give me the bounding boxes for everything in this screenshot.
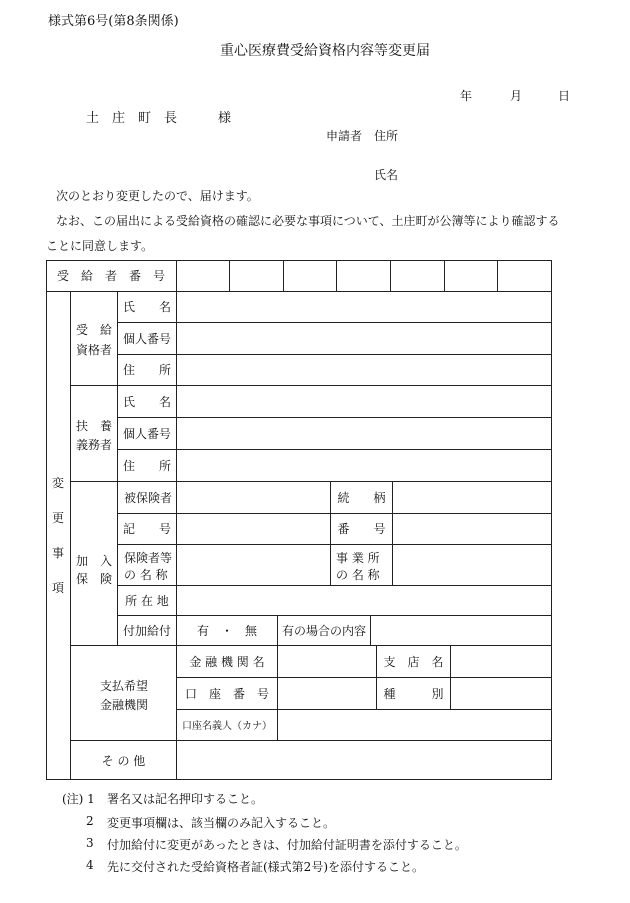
qualified-name-label: 氏 名 bbox=[122, 300, 171, 314]
recipient-number-digit[interactable] bbox=[177, 261, 228, 290]
symbol-label: 記 号 bbox=[122, 522, 171, 536]
note-marker: 4 bbox=[86, 858, 94, 872]
form-number: 様式第6号(第8条関係) bbox=[48, 14, 179, 29]
institution-name-field[interactable] bbox=[278, 646, 375, 676]
recipient-number-digit[interactable] bbox=[284, 261, 335, 290]
insurance-label-2: 保 険 bbox=[75, 572, 112, 586]
location-field[interactable] bbox=[177, 586, 551, 614]
office-name-field[interactable] bbox=[393, 545, 551, 584]
recipient-number-digit[interactable] bbox=[230, 261, 282, 290]
insurance-label-1: 加 入 bbox=[75, 554, 112, 568]
body-line-3: ことに同意します。 bbox=[46, 239, 154, 253]
note-text: 署名又は記名押印すること。 bbox=[107, 792, 264, 806]
note-text: 付加給付に変更があったときは、付加給付証明書を添付すること。 bbox=[107, 838, 467, 852]
institution-name-label: 金 融 機 関 名 bbox=[189, 654, 265, 669]
addressee: 土 庄 町 長 bbox=[86, 111, 178, 126]
insurer-name-label-2: の 名 称 bbox=[124, 568, 168, 582]
note-marker: 2 bbox=[86, 814, 94, 828]
supporter-name-label: 氏 名 bbox=[122, 394, 171, 409]
date-year-label: 年 bbox=[460, 89, 473, 103]
yes-no-option[interactable]: 有 ・ 無 bbox=[196, 623, 257, 638]
qualified-personal-number-label: 個人番号 bbox=[122, 331, 171, 346]
note-text: 先に交付された受給資格者証(様式第2号)を添付すること。 bbox=[107, 860, 425, 874]
account-number-field[interactable] bbox=[278, 678, 375, 708]
additional-benefit-label: 付加給付 bbox=[122, 623, 171, 638]
supporter-personal-number-label: 個人番号 bbox=[122, 426, 171, 441]
account-holder-field[interactable] bbox=[278, 710, 551, 739]
qualified-personal-number-field[interactable] bbox=[177, 323, 551, 353]
note-marker: (注) 1 bbox=[62, 792, 95, 806]
supporter-name-field[interactable] bbox=[177, 386, 551, 416]
supporter-label-1: 扶 養 bbox=[75, 419, 112, 433]
office-name-label-2: の 名 称 bbox=[336, 568, 380, 582]
account-type-label: 種 別 bbox=[383, 686, 444, 701]
qualified-address-label: 住 所 bbox=[122, 363, 171, 377]
addressee-honorific: 様 bbox=[218, 111, 232, 126]
qualified-address-field[interactable] bbox=[177, 355, 551, 384]
applicant-name-label: 氏名 bbox=[374, 168, 399, 182]
applicant-address-label: 申請者 住所 bbox=[326, 129, 399, 143]
if-yes-content-label: 有の場合の内容 bbox=[281, 623, 366, 638]
if-yes-content-field[interactable] bbox=[371, 616, 551, 644]
location-label: 所 在 地 bbox=[125, 593, 169, 608]
relationship-label: 続 柄 bbox=[337, 490, 386, 505]
recipient-number-digit[interactable] bbox=[498, 261, 551, 290]
recipient-number-digit[interactable] bbox=[445, 261, 496, 290]
number-label: 番 号 bbox=[337, 522, 386, 536]
branch-name-label: 支 店 名 bbox=[383, 654, 444, 669]
account-type-field[interactable] bbox=[451, 678, 551, 708]
account-number-label: 口 座 番 号 bbox=[184, 686, 269, 701]
body-line-1: 次のとおり変更したので、届けます。 bbox=[56, 189, 259, 203]
qualified-name-field[interactable] bbox=[177, 292, 551, 321]
branch-name-field[interactable] bbox=[451, 646, 551, 676]
insured-person-field[interactable] bbox=[177, 482, 329, 512]
recipient-number-digit[interactable] bbox=[391, 261, 443, 290]
bank-label-1: 支払希望 bbox=[99, 679, 148, 693]
recipient-number-label: 受 給 者 番 号 bbox=[56, 269, 165, 283]
supporter-label-2: 義務者 bbox=[75, 438, 112, 452]
change-items-char: 変 bbox=[51, 475, 64, 490]
note-marker: 3 bbox=[86, 836, 94, 850]
account-holder-label: 口座名義人（カナ） bbox=[182, 721, 272, 732]
supporter-personal-number-field[interactable] bbox=[177, 418, 551, 448]
supporter-address-label: 住 所 bbox=[122, 458, 171, 473]
other-field[interactable] bbox=[177, 741, 551, 779]
change-items-char: 事 bbox=[51, 545, 64, 560]
number-field[interactable] bbox=[393, 514, 551, 543]
change-items-char: 項 bbox=[51, 580, 64, 595]
office-name-label-1: 事 業 所 bbox=[336, 551, 380, 565]
note-text: 変更事項欄は、該当欄のみ記入すること。 bbox=[107, 816, 336, 830]
insurer-name-field[interactable] bbox=[177, 545, 329, 584]
change-items-char: 更 bbox=[51, 510, 64, 525]
body-line-2: なお、この届出による受給資格の確認に必要な事項について、土庄町が公簿等により確認する bbox=[56, 214, 560, 228]
qualified-person-label-1: 受 給 bbox=[75, 323, 112, 337]
other-label: そ の 他 bbox=[101, 753, 146, 768]
insurer-name-label-1: 保険者等 bbox=[124, 551, 173, 565]
supporter-address-field[interactable] bbox=[177, 450, 551, 480]
bank-label-2: 金融機関 bbox=[99, 698, 148, 712]
recipient-number-digit[interactable] bbox=[337, 261, 389, 290]
qualified-person-label-2: 資格者 bbox=[75, 343, 112, 357]
page-title: 重心医療費受給資格内容等変更届 bbox=[220, 43, 430, 59]
insured-person-label: 被保険者 bbox=[124, 490, 173, 505]
symbol-field[interactable] bbox=[177, 514, 329, 543]
relationship-field[interactable] bbox=[393, 482, 551, 512]
date-day-label: 日 bbox=[558, 89, 571, 103]
date-month-label: 月 bbox=[510, 89, 523, 103]
